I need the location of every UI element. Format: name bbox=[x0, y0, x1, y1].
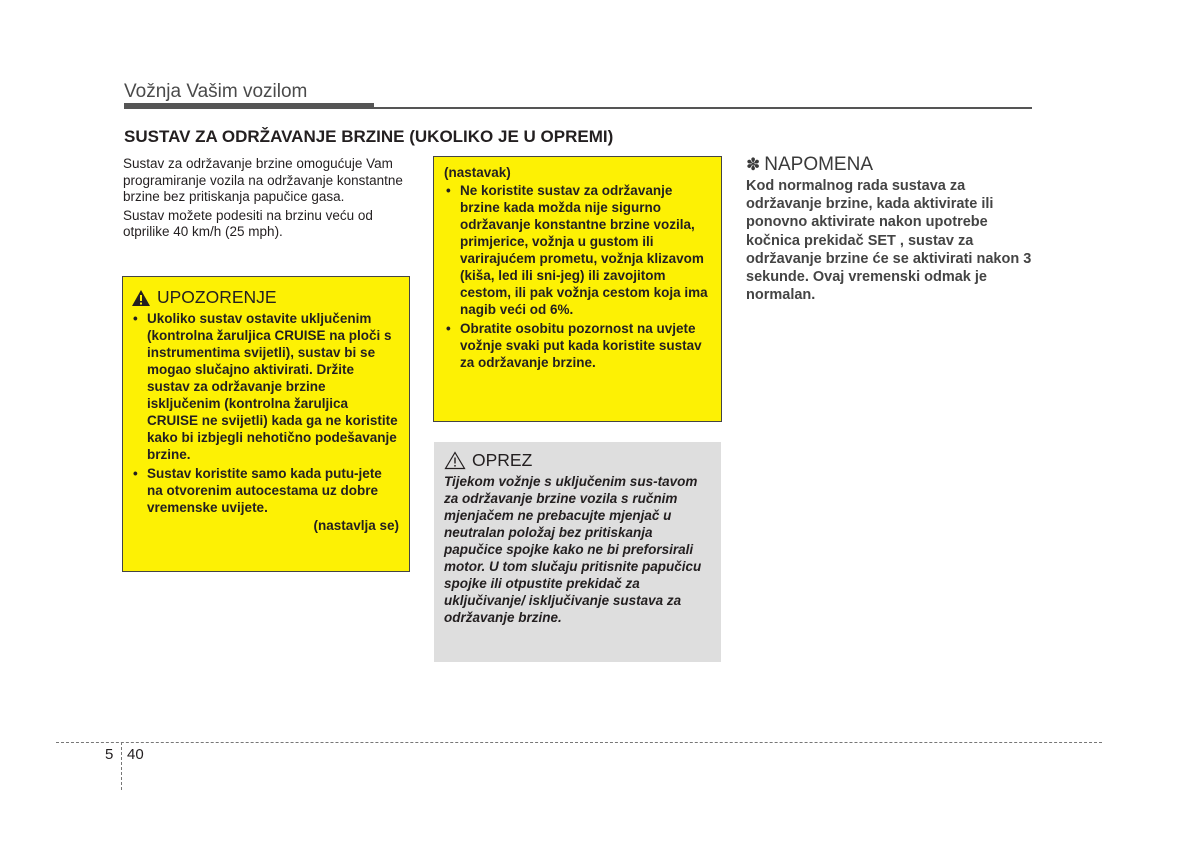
warning-heading bbox=[131, 287, 399, 308]
caution-heading bbox=[444, 450, 713, 471]
header-rule-accent bbox=[124, 103, 374, 109]
intro-paragraph: Sustav možete podesiti na brzinu veću od otprilike 40 km/h (25 mph). bbox=[123, 207, 373, 239]
continued-list bbox=[444, 182, 711, 371]
note-text: Kod normalnog rada sustava za održavanje brzine, kada aktivirate ili ponovno aktivirate nakon upotrebe kočnica prekidač SET , sustav za održavanje brzine će se aktivirati nakon 3 sekunde. Ovaj vremenski odmak je normalan. bbox=[746, 178, 1032, 304]
intro-text bbox=[123, 156, 413, 243]
note-heading bbox=[746, 154, 1041, 176]
continued-warning-box bbox=[433, 156, 722, 422]
chapter-number: 5 bbox=[105, 746, 114, 763]
caution-triangle-icon bbox=[444, 451, 466, 470]
warning-box bbox=[122, 276, 410, 572]
list-item: • Sustav koristite samo kada putu-jete na otvorenim autocestama uz dobre vremenske uvijete. bbox=[131, 465, 399, 516]
page-heading: SUSTAV ZA ODRŽAVANJE BRZINE (UKOLIKO JE U OPREMI) bbox=[124, 127, 614, 146]
footer-page-divider bbox=[121, 742, 122, 790]
note-block bbox=[746, 154, 1041, 304]
note-title: NAPOMENA bbox=[764, 154, 873, 175]
continues-label: (nastavlja se) bbox=[313, 518, 399, 533]
warning-list bbox=[131, 310, 399, 516]
continued-label: (nastavak) bbox=[444, 165, 511, 180]
warning-triangle-icon bbox=[131, 289, 151, 307]
asterisk-icon: ✽ bbox=[746, 155, 761, 174]
warning-title: UPOZORENJE bbox=[157, 287, 277, 307]
intro-paragraph: Sustav za održavanje brzine omogućuje Vam programiranje vozila na održavanje konstantne brzine bez pritiskanja papučice gasa. bbox=[123, 156, 403, 204]
caution-box bbox=[434, 442, 721, 662]
footer-divider bbox=[56, 742, 1102, 743]
caution-text: Tijekom vožnje s uključenim sus-tavom za održavanje brzine vozila s ručnim mjenjačem ne prebacujte mjenjač u neutralan položaj bez pritiskanja papučice spojke kako ne bi preforsirali motor. U tom slučaju pritisnite papučicu spojke ili otpustite prekidač za uključivanje/ isključivanje sustava za održavanje brzine. bbox=[444, 474, 702, 625]
caution-title: OPREZ bbox=[472, 450, 533, 470]
list-item: • Ne koristite sustav za održavanje brzine kada možda nije sigurno održavanje konstantne brzine vozila, primjerice, vožnja u gustom ili varirajućem prometu, vožnja klizavom (kiša, led ili sni-jeg) ili zavojitom cestom, ili pak vožnja cestom koja ima nagib veći od 6%. bbox=[444, 182, 711, 318]
section-title: Vožnja Vašim vozilom bbox=[124, 81, 308, 102]
list-item: • Ukoliko sustav ostavite uključenim (kontrolna žaruljica CRUISE na ploči s instrumentima svijetli), sustav bi se mogao slučajno aktivirati. Držite sustav za održavanje brzine isključenim (kontrolna žaruljica CRUISE ne svijetli) kada ga ne koristite kako bi izbjegli nehotično podešavanje brzine. bbox=[131, 310, 399, 463]
list-item: • Obratite osobitu pozornost na uvjete vožnje svaki put kada koristite sustav za održavanje brzine. bbox=[444, 320, 711, 371]
page-number: 40 bbox=[127, 746, 144, 763]
